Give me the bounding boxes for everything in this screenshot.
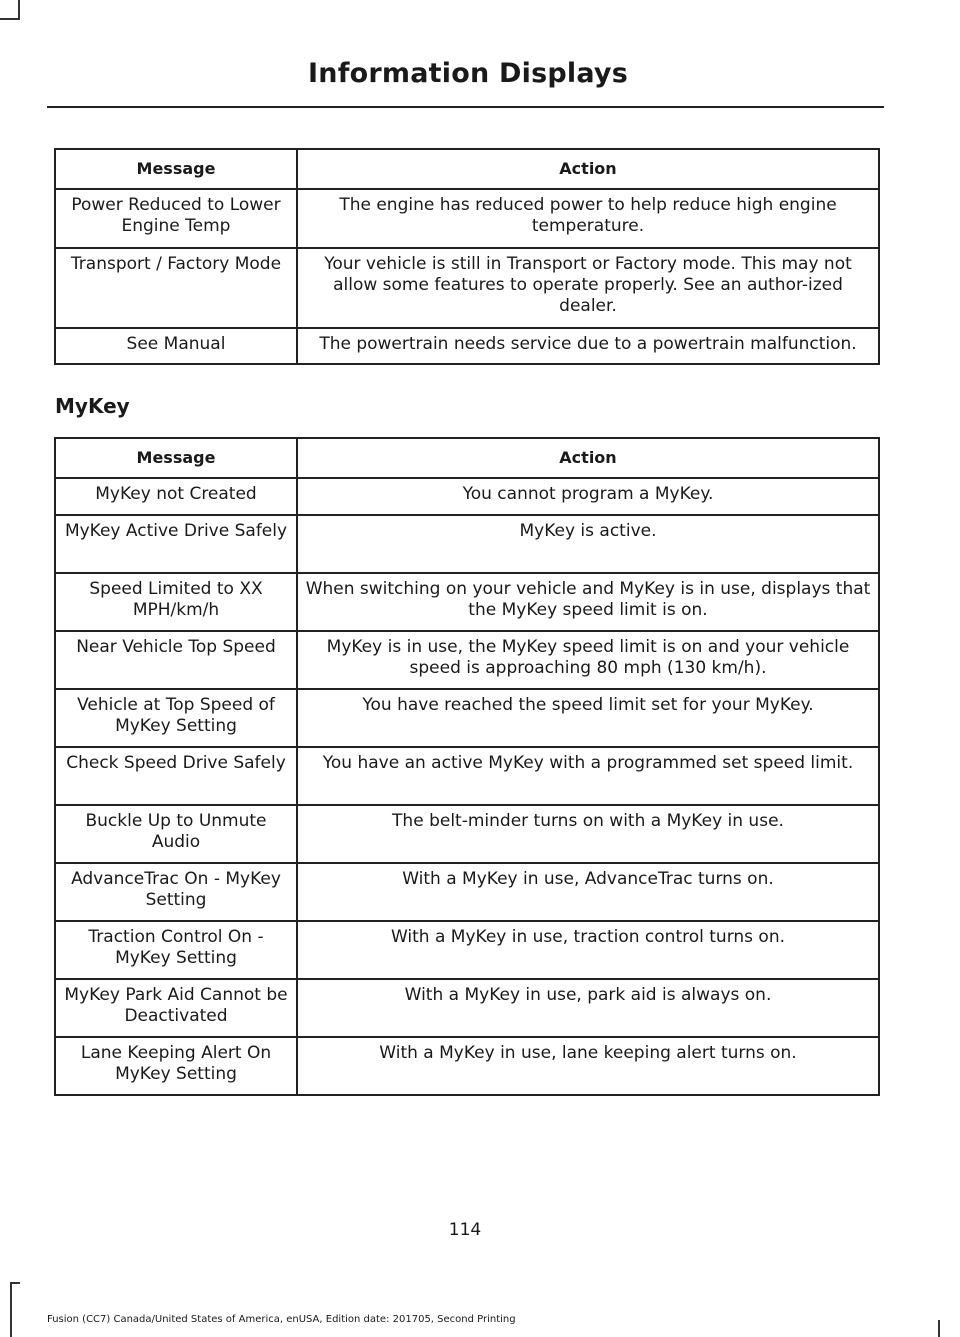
message-cell: Vehicle at Top Speed of MyKey Setting (55, 689, 297, 747)
table-row (55, 478, 879, 515)
title-divider (47, 106, 884, 108)
message-table-powertrain (54, 148, 880, 365)
message-cell: Power Reduced to Lower Engine Temp (55, 189, 297, 248)
message-cell: Traction Control On - MyKey Setting (55, 921, 297, 979)
message-cell: MyKey Active Drive Safely (55, 515, 297, 573)
message-cell: AdvanceTrac On - MyKey Setting (55, 863, 297, 921)
action-cell: MyKey is in use, the MyKey speed limit is on and your vehicle speed is approaching 80 mph (130 km/h). (297, 631, 879, 689)
table-row (55, 979, 879, 1037)
table-row (55, 515, 879, 573)
action-cell: With a MyKey in use, park aid is always on. (297, 979, 879, 1037)
message-cell: See Manual (55, 328, 297, 364)
page-title: Information Displays (308, 58, 628, 89)
table-header-row (55, 149, 879, 189)
table-row (55, 573, 879, 631)
action-cell: You have an active MyKey with a programmed set speed limit. (297, 747, 879, 805)
message-cell: Buckle Up to Unmute Audio (55, 805, 297, 863)
crop-mark (0, 18, 20, 20)
action-cell: Your vehicle is still in Transport or Factory mode. This may not allow some features to operate properly. See an author-ized dealer. (297, 248, 879, 328)
action-cell: The powertrain needs service due to a powertrain malfunction. (297, 328, 879, 364)
table-row (55, 689, 879, 747)
table-row (55, 863, 879, 921)
table-row (55, 328, 879, 364)
column-header-message: Message (55, 438, 297, 478)
action-cell: The belt-minder turns on with a MyKey in use. (297, 805, 879, 863)
column-header-action: Action (297, 438, 879, 478)
table-row (55, 805, 879, 863)
table-row (55, 189, 879, 248)
table-row (55, 747, 879, 805)
action-cell: You have reached the speed limit set for your MyKey. (297, 689, 879, 747)
message-cell: Speed Limited to XX MPH/km/h (55, 573, 297, 631)
column-header-message: Message (55, 149, 297, 189)
message-cell: MyKey Park Aid Cannot be Deactivated (55, 979, 297, 1037)
action-cell: When switching on your vehicle and MyKey is in use, displays that the MyKey speed limit is on. (297, 573, 879, 631)
crop-mark (10, 1282, 12, 1337)
page-number: 114 (448, 1220, 482, 1240)
message-cell: Lane Keeping Alert On MyKey Setting (55, 1037, 297, 1095)
crop-mark (18, 0, 20, 20)
action-cell: You cannot program a MyKey. (297, 478, 879, 515)
action-cell: The engine has reduced power to help reduce high engine temperature. (297, 189, 879, 248)
message-cell: Transport / Factory Mode (55, 248, 297, 328)
message-table-mykey (54, 437, 880, 1096)
action-cell: With a MyKey in use, AdvanceTrac turns on. (297, 863, 879, 921)
section-heading-mykey: MyKey (55, 394, 130, 418)
table-row (55, 631, 879, 689)
action-cell: With a MyKey in use, traction control turns on. (297, 921, 879, 979)
column-header-action: Action (297, 149, 879, 189)
message-cell: Check Speed Drive Safely (55, 747, 297, 805)
message-cell: Near Vehicle Top Speed (55, 631, 297, 689)
table-row (55, 248, 879, 328)
action-cell: MyKey is active. (297, 515, 879, 573)
message-cell: MyKey not Created (55, 478, 297, 515)
table-row (55, 921, 879, 979)
footer-edition-info: Fusion (CC7) Canada/United States of America, enUSA, Edition date: 201705, Second Printing (47, 1314, 516, 1325)
table-row (55, 1037, 879, 1095)
table-header-row (55, 438, 879, 478)
crop-mark (938, 1320, 940, 1337)
crop-mark (10, 1282, 20, 1284)
action-cell: With a MyKey in use, lane keeping alert turns on. (297, 1037, 879, 1095)
